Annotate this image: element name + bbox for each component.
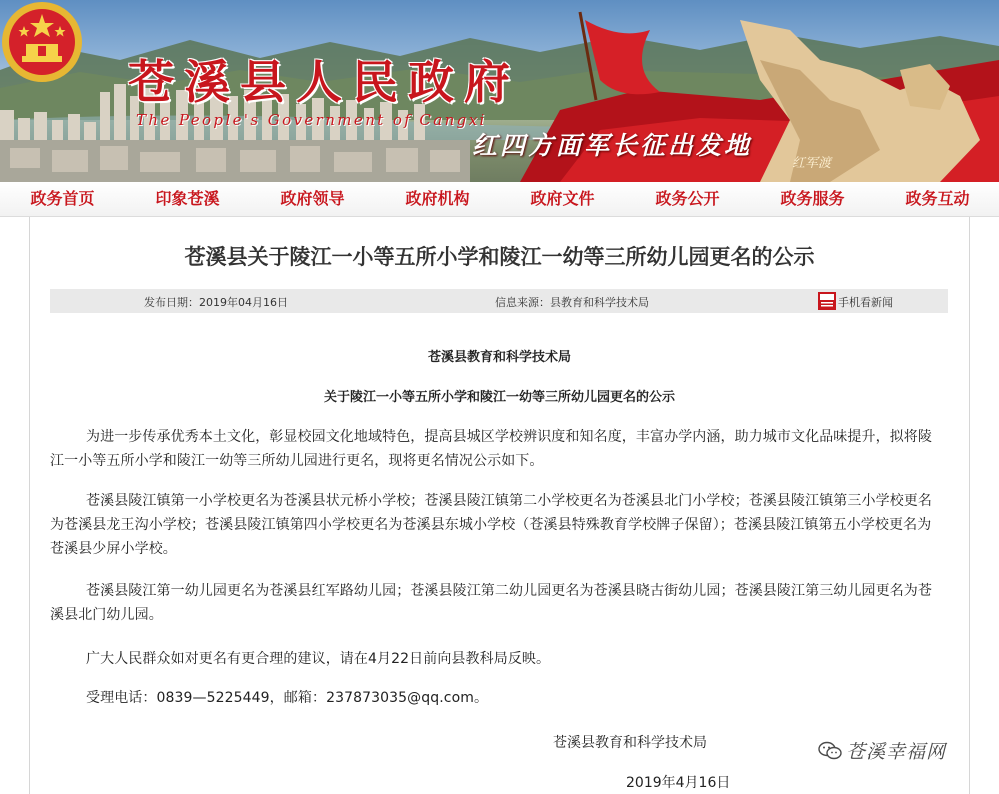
nav-item-agencies[interactable]: 政府机构 — [405, 189, 470, 208]
site-title: 苍溪县人民政府 — [128, 55, 520, 109]
nav-item-documents[interactable]: 政府文件 — [530, 189, 595, 208]
article-meta-bar — [50, 289, 948, 313]
paragraph-intro: 为进一步传承优秀本土文化，彰显校园文化地域特色，提高县城区学校辨识度和知名度，丰富办学内涵，助力城市文化品味提升，拟将陵江一小等五所小学和陵江一幼等三所幼儿园进行更名，现将更名情况公示如下。 — [50, 429, 932, 469]
signature-org: 苍溪县教育和科学技术局 — [553, 735, 707, 751]
publish-date: 发布日期：2019年04月16日 — [144, 296, 288, 309]
nav-item-home[interactable]: 政务首页 — [30, 189, 95, 208]
watermark — [818, 737, 946, 764]
banner-slogan: 红四方面军长征出发地 — [472, 131, 753, 160]
nav-item-leaders[interactable]: 政府领导 — [280, 189, 345, 208]
paragraph-primary-schools: 苍溪县陵江镇第一小学校更名为苍溪县状元桥小学校；苍溪县陵江镇第二小学校更名为苍溪县北门小学校；苍溪县陵江镇第三小学校更名为苍溪县龙王沟小学校；苍溪县陵江镇第四小学校更名为苍溪县东城小学校（苍溪县特殊教育学校牌子保留）；苍溪县陵江镇第五小学校更名为苍溪县少屏小学校。 — [50, 493, 932, 557]
nav-item-disclosure[interactable]: 政务公开 — [655, 189, 720, 208]
site-subtitle: The People's Government of Cangxi — [136, 111, 487, 129]
signature-date: 2019年4月16日 — [626, 775, 731, 791]
paragraph-contact: 受理电话：0839—5225449，邮箱：237873035@qq.com。 — [86, 690, 489, 706]
issuer-heading: 苍溪县教育和科学技术局 — [427, 350, 571, 365]
article-title: 苍溪县关于陵江一小等五所小学和陵江一幼等三所幼儿园更名的公示 — [184, 245, 815, 269]
nav-item-interaction[interactable]: 政务互动 — [905, 189, 970, 208]
monument-signature: 红军渡 — [792, 156, 832, 171]
watermark-text: 苍溪幸福网 — [846, 741, 947, 763]
paragraph-feedback: 广大人民群众如对更名有更合理的建议，请在4月22日前向县教科局反映。 — [86, 651, 551, 667]
main-nav — [0, 182, 999, 217]
china-mobile-news-icon — [818, 292, 836, 310]
mobile-view-label: 手机看新闻 — [838, 296, 893, 309]
national-emblem-icon — [0, 0, 84, 84]
paragraph-kindergartens: 苍溪县陵江第一幼儿园更名为苍溪县红军路幼儿园；苍溪县陵江第二幼儿园更名为苍溪县晓古街幼儿园；苍溪县陵江第三幼儿园更名为苍溪县北门幼儿园。 — [50, 583, 932, 623]
info-source: 信息来源：县教育和科学技术局 — [495, 296, 649, 309]
mobile-view-link[interactable] — [818, 292, 893, 310]
nav-item-services[interactable]: 政务服务 — [780, 189, 845, 208]
wechat-icon — [818, 741, 842, 761]
notice-heading: 关于陵江一小等五所小学和陵江一幼等三所幼儿园更名的公示 — [323, 390, 675, 405]
header-banner — [0, 0, 999, 182]
nav-item-impression[interactable]: 印象苍溪 — [155, 189, 220, 208]
